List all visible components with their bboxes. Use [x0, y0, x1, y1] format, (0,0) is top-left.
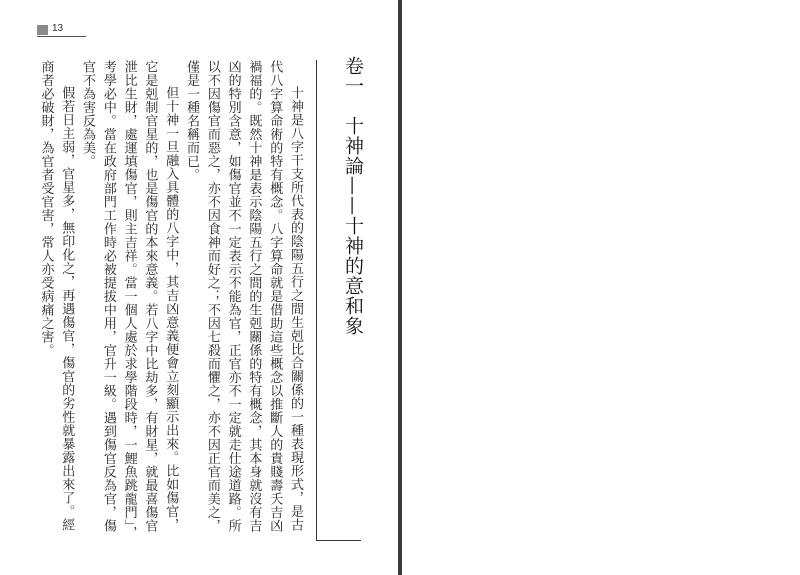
left-page — [0, 0, 398, 575]
title-divider-foot — [316, 540, 361, 541]
paragraph-2: 但十神一旦融入具體的八字中，其吉凶意義便會立刻顯示出來。比如傷官，它是剋制官星的，也是傷官的本來意義。若八字中比劫多，有財星，就最喜傷官泄比生財，處運填傷官，則主吉祥。當一個人處於求學階段時，一鯉魚跳龍門」，考學必中。當在政府部門工作時必被提拔中用，官升一級。遇到傷官反為官，傷官不為害反為美。 — [80, 60, 179, 540]
page-number-marker — [37, 25, 48, 35]
right-page-blank — [402, 0, 800, 575]
page-number: 13 — [52, 23, 64, 34]
paragraph-1: 十神是八字干支所代表的陰陽五行之間生剋比合關係的一種表現形式，是古代八字算命術的特有概念。八字算命就是借助這些概念以推斷人的貴賤壽夭吉凶禍福的。既然十神是表示陰陽五行之間的生剋關係的特有概念，其本身就沒有吉凶的特別含意，如傷官並不一定表示不能為官，正官亦不一定就走仕途道路。所以不因傷官而惡之，亦不因食神而好之；不因七殺而懼之，亦不因正官而美之，僅是一種名稱而已。 — [184, 60, 303, 533]
paragraph-3: 假若日主弱，官星多，無印化之，再遇傷官，傷官的劣性就暴露出來了。經商者必破財，為官者受官害，常人亦受病痛之害。 — [38, 60, 75, 532]
title-divider — [316, 60, 317, 540]
body-text — [38, 60, 305, 540]
page-number-rule — [37, 36, 86, 37]
chapter-title: 卷一 十神論——十神的意和象 — [342, 56, 364, 336]
